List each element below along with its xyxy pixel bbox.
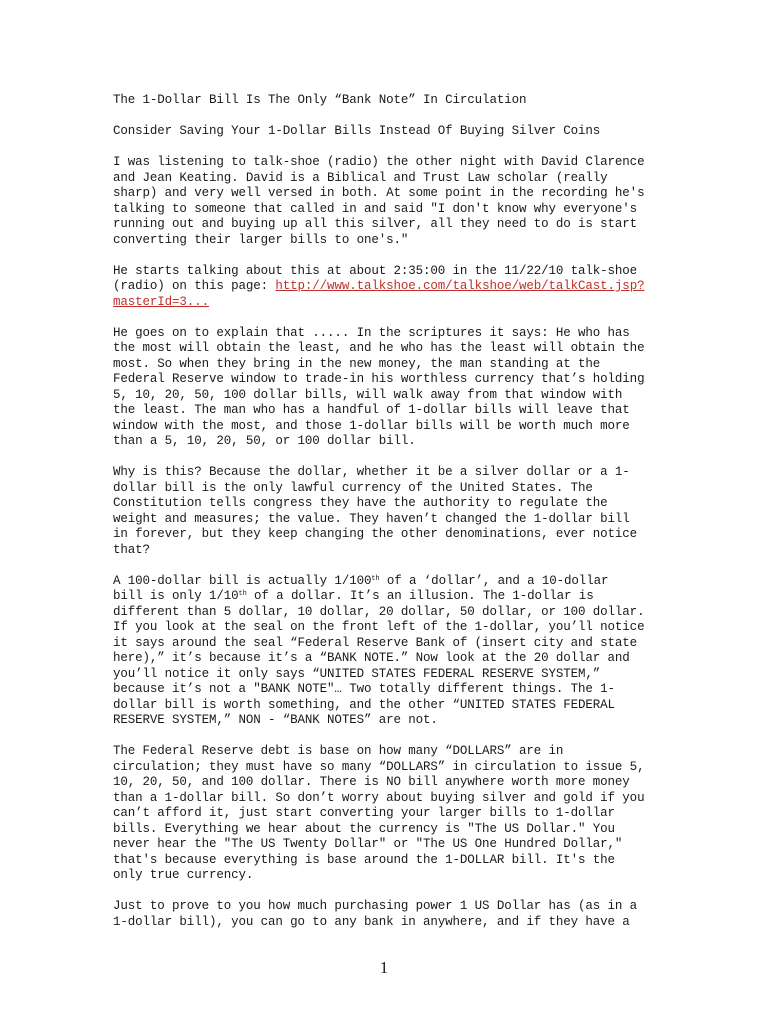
text-line: only true currency. <box>113 868 254 882</box>
text-line: Why is this? Because the dollar, whether it be a silver dollar or a 1- <box>113 465 630 479</box>
link-text[interactable]: http://www.talkshoe.com/talkshoe/web/talkCast.jsp? <box>275 279 645 293</box>
text-line: dollar bill is the only lawful currency of the United States. The <box>113 480 593 495</box>
document-subtitle: Consider Saving Your 1-Dollar Bills Instead Of Buying Silver Coins <box>113 124 601 138</box>
text-line: A 100-dollar bill is actually 1/100 <box>113 573 372 588</box>
paragraph-6 <box>113 744 673 884</box>
text-line: you’ll notice it only says “UNITED STATES FEDERAL RESERVE SYSTEM,” <box>113 666 601 681</box>
text-line: because it’s not a "BANK NOTE"… Two totally different things. The 1- <box>113 682 615 696</box>
text-line: it says around the seal “Federal Reserve Bank of (insert city and state <box>113 635 638 650</box>
text-line: Constitution tells congress they have the authority to regulate the <box>113 496 608 510</box>
document-body <box>113 93 673 946</box>
page-number: 1 <box>379 958 389 977</box>
text-line: talking to someone that called in and said "I don't know why everyone's <box>113 201 638 216</box>
text-line: sharp) and very well versed in both. At some point in the recording he's <box>113 186 645 200</box>
text-line: running out and buying up all this silver, all they need to do is start <box>113 217 638 231</box>
text-line: and Jean Keating. David is a Biblical and Trust Law scholar (really <box>113 170 608 185</box>
text-line: most. So when they bring in the new money, the man standing at the <box>113 356 601 371</box>
text-line: window with the most, and those 1-dollar bills will be worth much more <box>113 418 630 433</box>
text-line: converting their larger bills to one's." <box>113 232 409 247</box>
text-line: dollar bill is worth something, and the other “UNITED STATES FEDERAL <box>113 697 615 712</box>
text-line: that's because everything is base around the 1-DOLLAR bill. It's the <box>113 852 615 867</box>
link-text[interactable]: masterId=3... <box>113 294 209 309</box>
text-line: different than 5 dollar, 10 dollar, 20 dollar, 50 dollar, or 100 dollar. <box>113 604 645 619</box>
text-line: He starts talking about this at about 2:35:00 in the 11/22/10 talk-shoe <box>113 263 638 278</box>
superscript: th <box>238 590 247 598</box>
text-line: bills. Everything we hear about the currency is "The US Dollar." You <box>113 821 615 836</box>
text-line: 10, 20, 50, and 100 dollar. There is NO bill anywhere worth more money <box>113 775 630 789</box>
text-line: the least. The man who has a handful of 1-dollar bills will leave that <box>113 403 630 417</box>
text-line: Just to prove to you how much purchasing power 1 US Dollar has (as in a <box>113 899 638 913</box>
paragraph-5 <box>113 574 673 729</box>
paragraph-2 <box>113 264 673 311</box>
text-line: bill is only 1/10 <box>113 589 239 603</box>
text-line: of a dollar. It’s an illusion. The 1-dollar is <box>246 589 594 603</box>
paragraph-1 <box>113 155 673 248</box>
text-line: the most will obtain the least, and he who has the least will obtain the <box>113 341 645 355</box>
text-line: 1-dollar bill), you can go to any bank in anywhere, and if they have a <box>113 914 630 929</box>
paragraph-3 <box>113 326 673 450</box>
superscript: th <box>371 574 380 583</box>
text-line: can’t afford it, just start converting your larger bills to 1-dollar <box>113 806 615 820</box>
text-line: 5, 10, 20, 50, 100 dollar bills, will walk away from that window with <box>113 387 623 402</box>
text-line: never hear the "The US Twenty Dollar" or "The US One Hundred Dollar," <box>113 837 623 851</box>
text-line: Federal Reserve window to trade-in his worthless currency that’s holding <box>113 372 645 386</box>
text-line: (radio) on this page: <box>113 279 276 293</box>
text-line: in forever, but they keep changing the other denominations, ever notice <box>113 527 638 541</box>
text-line: weight and measures; the value. They haven’t changed the 1-dollar bill <box>113 511 630 526</box>
text-line: of a ‘dollar’, and a 10-dollar <box>379 573 609 588</box>
text-line: than a 5, 10, 20, 50, or 100 dollar bill. <box>113 434 416 448</box>
text-line: than a 1-dollar bill. So don’t worry about buying silver and gold if you <box>113 790 645 805</box>
paragraph-7 <box>113 899 673 930</box>
text-line: The Federal Reserve debt is base on how many “DOLLARS” are in <box>113 744 564 758</box>
text-line: circulation; they must have so many “DOLLARS” in circulation to issue 5, <box>113 759 645 774</box>
text-line: here),” it’s because it’s a “BANK NOTE.” Now look at the 20 dollar and <box>113 651 630 665</box>
text-line: He goes on to explain that ..... In the scriptures it says: He who has <box>113 325 630 340</box>
text-line: I was listening to talk-shoe (radio) the other night with David Clarence <box>113 155 645 169</box>
paragraph-4 <box>113 465 673 558</box>
text-line: If you look at the seal on the front left of the 1-dollar, you’ll notice <box>113 620 645 634</box>
text-line: that? <box>113 542 150 557</box>
text-line: RESERVE SYSTEM,” NON - “BANK NOTES” are not. <box>113 713 438 727</box>
document-title: The 1-Dollar Bill Is The Only “Bank Note” In Circulation <box>113 93 527 107</box>
